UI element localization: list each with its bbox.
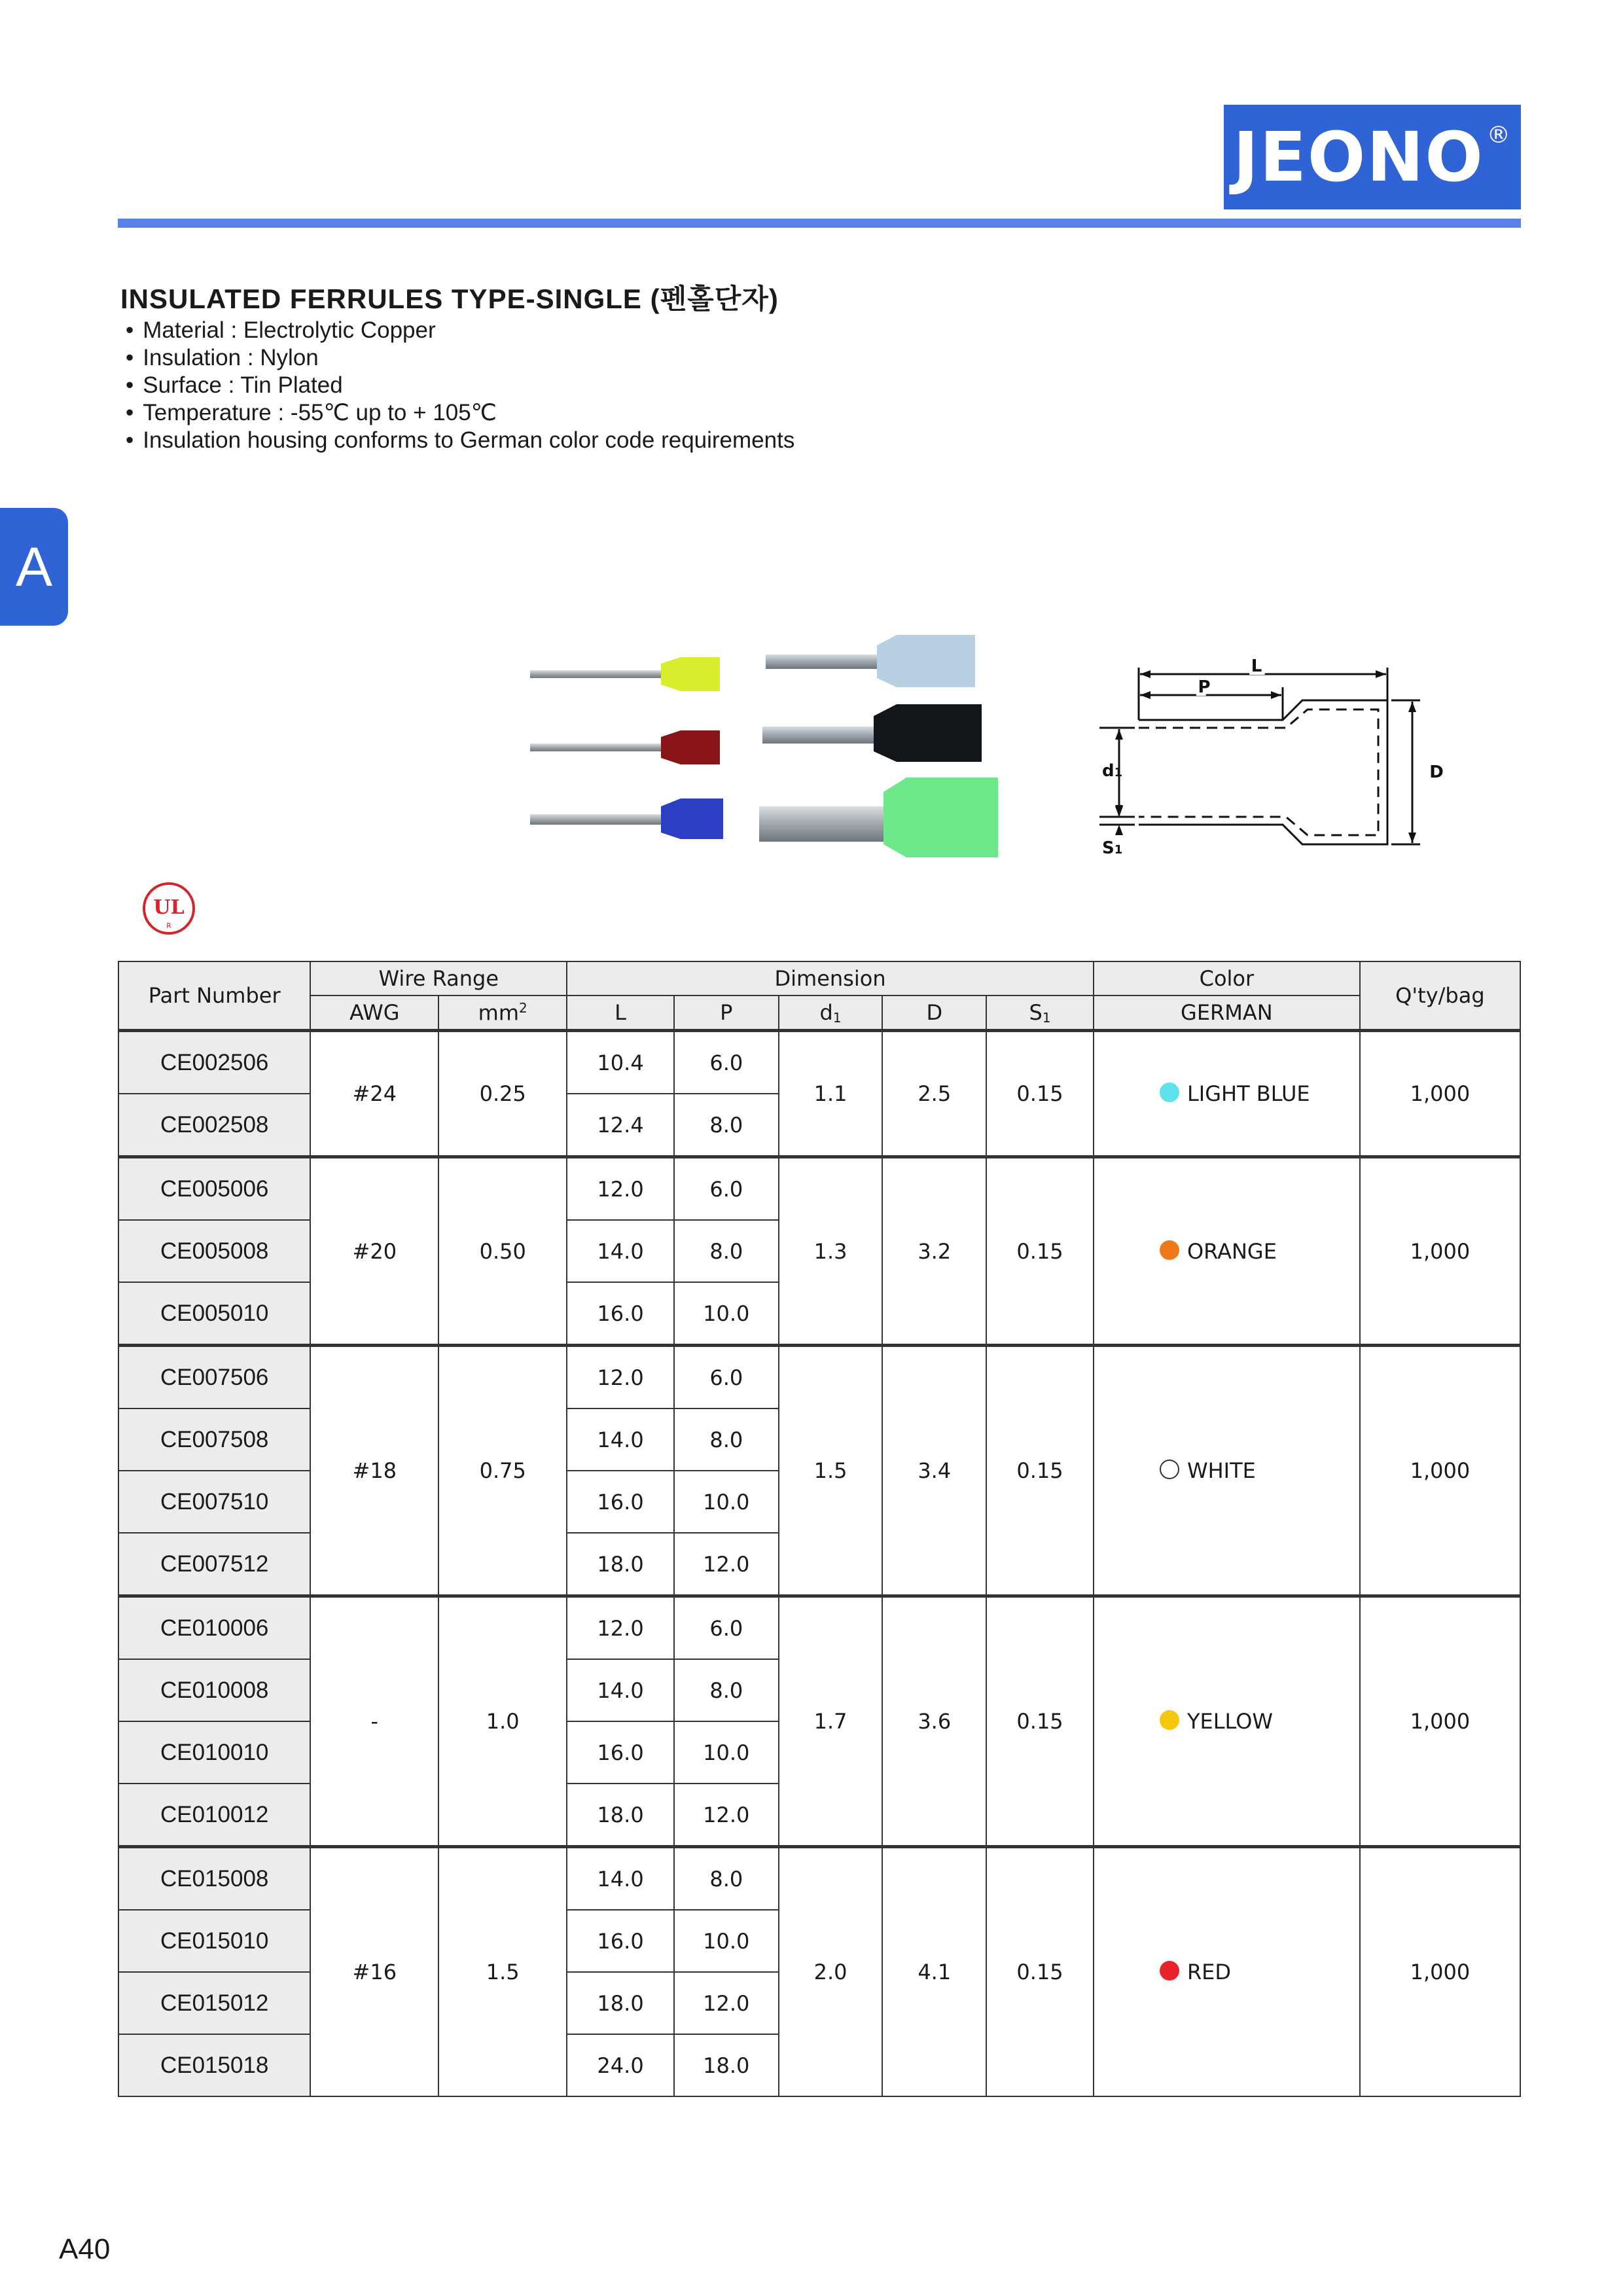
- S1-cell: 0.15: [986, 1346, 1094, 1596]
- length-L-cell: 14.0: [567, 1408, 674, 1471]
- length-P-cell: 6.0: [674, 1596, 779, 1660]
- header-color: Color: [1094, 961, 1360, 996]
- part-number-cell: CE010012: [118, 1784, 310, 1847]
- D-cell: 3.6: [882, 1596, 986, 1847]
- part-number-cell: CE007508: [118, 1408, 310, 1471]
- qty-cell: 1,000: [1360, 1596, 1520, 1847]
- brand-logo: [1224, 105, 1521, 209]
- ferrule-tube: [530, 744, 661, 751]
- header-P: P: [674, 996, 779, 1031]
- mm2-cell: 0.75: [438, 1346, 567, 1596]
- awg-cell: #20: [310, 1157, 438, 1346]
- part-number-cell: CE010010: [118, 1721, 310, 1784]
- D-cell: 2.5: [882, 1031, 986, 1157]
- table-group: [118, 1031, 1520, 1157]
- color-swatch-icon: [1160, 1460, 1179, 1479]
- spec-table: [118, 961, 1521, 2097]
- table-header: [118, 961, 1520, 1031]
- ferrule-tube: [766, 655, 877, 669]
- product-photo: [524, 622, 1021, 897]
- spec-item: • Insulation housing conforms to German color code requirements: [126, 427, 794, 454]
- d1-cell: 1.1: [779, 1031, 883, 1157]
- length-P-cell: 6.0: [674, 1031, 779, 1094]
- awg-cell: #24: [310, 1031, 438, 1157]
- S1-cell: 0.15: [986, 1157, 1094, 1346]
- ferrule-tube: [759, 806, 883, 842]
- length-P-cell: 8.0: [674, 1094, 779, 1157]
- label-d: d: [1102, 761, 1115, 781]
- length-P-cell: 6.0: [674, 1346, 779, 1409]
- section-tab[interactable]: A: [0, 508, 68, 626]
- length-L-cell: 14.0: [567, 1847, 674, 1910]
- ul-mark-text: UL: [153, 896, 185, 919]
- part-number-cell: CE015018: [118, 2034, 310, 2096]
- table-row: [118, 1596, 1520, 1660]
- color-swatch-icon: [1160, 1240, 1179, 1260]
- header-awg: AWG: [310, 996, 438, 1031]
- part-number-cell: CE015012: [118, 1972, 310, 2034]
- part-number-cell: CE010006: [118, 1596, 310, 1660]
- length-P-cell: 8.0: [674, 1408, 779, 1471]
- ferrule-outline: [1139, 700, 1387, 844]
- table-row: [118, 1157, 1520, 1221]
- color-label: YELLOW: [1186, 1709, 1274, 1734]
- part-number-cell: CE005006: [118, 1157, 310, 1221]
- ferrule-collar-blue: [661, 798, 723, 839]
- registered-mark: ®: [1486, 121, 1512, 149]
- header-d1: d1: [779, 996, 883, 1031]
- ferrule-tube: [530, 670, 661, 678]
- length-L-cell: 12.0: [567, 1596, 674, 1660]
- svg-text:S1: [1102, 838, 1122, 858]
- ferrule-collar-black: [874, 704, 982, 762]
- part-number-cell: CE005010: [118, 1282, 310, 1346]
- spec-item: • Temperature : -55℃ up to + 105℃: [126, 399, 794, 427]
- label-d-sub: 1: [1114, 766, 1123, 780]
- qty-cell: 1,000: [1360, 1847, 1520, 2097]
- length-P-cell: 6.0: [674, 1157, 779, 1221]
- length-P-cell: 12.0: [674, 1784, 779, 1847]
- table-group: [118, 1847, 1520, 2097]
- color-cell: [1094, 1031, 1360, 1157]
- table-row: [118, 1031, 1520, 1094]
- brand-name: JEONO: [1233, 117, 1484, 197]
- length-L-cell: 14.0: [567, 1220, 674, 1282]
- color-label: LIGHT BLUE: [1186, 1081, 1310, 1106]
- color-swatch-icon: [1160, 1961, 1179, 1981]
- page-number: A40: [59, 2233, 111, 2265]
- qty-cell: 1,000: [1360, 1031, 1520, 1157]
- length-L-cell: 16.0: [567, 1910, 674, 1972]
- D-cell: 3.4: [882, 1346, 986, 1596]
- color-swatch-icon: [1160, 1710, 1179, 1730]
- part-number-cell: CE015008: [118, 1847, 310, 1910]
- awg-cell: -: [310, 1596, 438, 1847]
- length-P-cell: 12.0: [674, 1972, 779, 2034]
- ferrule-collar-lightblue: [877, 635, 975, 687]
- header-wire-range: Wire Range: [310, 961, 567, 996]
- length-L-cell: 12.0: [567, 1157, 674, 1221]
- S1-cell: 0.15: [986, 1847, 1094, 2097]
- header-rule: [118, 219, 1521, 228]
- mm2-cell: 1.0: [438, 1596, 567, 1847]
- color-label: WHITE: [1186, 1458, 1256, 1483]
- d1-cell: 1.5: [779, 1346, 883, 1596]
- header-mm2: $mm^2$: [438, 996, 567, 1031]
- d1-cell: 1.3: [779, 1157, 883, 1346]
- length-P-cell: 8.0: [674, 1847, 779, 1910]
- D-cell: 4.1: [882, 1847, 986, 2097]
- length-L-cell: 18.0: [567, 1972, 674, 2034]
- header-qty: Q'ty/bag: [1360, 961, 1520, 1031]
- color-label: ORANGE: [1186, 1238, 1277, 1264]
- table-row: [118, 1346, 1520, 1409]
- spec-item: • Insulation : Nylon: [126, 344, 794, 372]
- awg-cell: #18: [310, 1346, 438, 1596]
- length-P-cell: 10.0: [674, 1910, 779, 1972]
- color-label: RED: [1186, 1960, 1232, 1984]
- table-group: [118, 1157, 1520, 1346]
- qty-cell: 1,000: [1360, 1157, 1520, 1346]
- part-number-cell: CE005008: [118, 1220, 310, 1282]
- part-number-cell: CE002506: [118, 1031, 310, 1094]
- length-P-cell: 8.0: [674, 1659, 779, 1721]
- length-L-cell: 10.4: [567, 1031, 674, 1094]
- length-P-cell: 10.0: [674, 1471, 779, 1533]
- table-group: [118, 1346, 1520, 1596]
- d1-cell: 2.0: [779, 1847, 883, 2097]
- length-P-cell: 8.0: [674, 1220, 779, 1282]
- header-dimension: Dimension: [567, 961, 1094, 996]
- label-D: D: [1429, 762, 1444, 782]
- header-german: GERMAN: [1094, 996, 1360, 1031]
- color-cell: [1094, 1346, 1360, 1596]
- header-L: L: [567, 996, 674, 1031]
- length-P-cell: 18.0: [674, 2034, 779, 2096]
- part-number-cell: CE007512: [118, 1533, 310, 1596]
- header-D: D: [882, 996, 986, 1031]
- color-cell: [1094, 1596, 1360, 1847]
- ferrule-inner: [1139, 709, 1378, 835]
- mm2-cell: 1.5: [438, 1847, 567, 2097]
- table-group: [118, 1596, 1520, 1847]
- D-cell: 3.2: [882, 1157, 986, 1346]
- part-number-cell: CE007510: [118, 1471, 310, 1533]
- length-P-cell: 10.0: [674, 1721, 779, 1784]
- label-P: P: [1198, 677, 1211, 697]
- length-L-cell: 16.0: [567, 1282, 674, 1346]
- ul-registered: R: [166, 922, 171, 930]
- page-title: INSULATED FERRULES TYPE-SINGLE (펜홀단자): [120, 283, 779, 314]
- length-P-cell: 10.0: [674, 1282, 779, 1346]
- label-L: L: [1251, 656, 1262, 676]
- awg-cell: #16: [310, 1847, 438, 2097]
- spec-list: [126, 317, 794, 454]
- mm2-cell: 0.25: [438, 1031, 567, 1157]
- mm2-cell: 0.50: [438, 1157, 567, 1346]
- color-swatch-icon: [1160, 1083, 1179, 1102]
- ferrule-tube: [530, 814, 661, 825]
- label-S-sub: 1: [1114, 843, 1123, 857]
- length-L-cell: 18.0: [567, 1784, 674, 1847]
- length-L-cell: 18.0: [567, 1533, 674, 1596]
- color-cell: [1094, 1847, 1360, 2097]
- qty-cell: 1,000: [1360, 1346, 1520, 1596]
- part-number-cell: CE002508: [118, 1094, 310, 1157]
- part-number-cell: CE015010: [118, 1910, 310, 1972]
- header-part-number: Part Number: [118, 961, 310, 1031]
- length-L-cell: 24.0: [567, 2034, 674, 2096]
- length-L-cell: 16.0: [567, 1721, 674, 1784]
- color-cell: [1094, 1157, 1360, 1346]
- S1-cell: 0.15: [986, 1596, 1094, 1847]
- d1-cell: 1.7: [779, 1596, 883, 1847]
- length-L-cell: 16.0: [567, 1471, 674, 1533]
- part-number-cell: CE010008: [118, 1659, 310, 1721]
- length-L-cell: 12.4: [567, 1094, 674, 1157]
- ferrule-collar-green: [883, 778, 998, 857]
- header-S1: S1: [986, 996, 1094, 1031]
- label-S: S: [1102, 838, 1115, 858]
- length-L-cell: 14.0: [567, 1659, 674, 1721]
- ferrule-collar-yellow: [661, 657, 720, 691]
- table-row: [118, 1847, 1520, 1910]
- ul-certification-icon: [141, 881, 196, 936]
- length-L-cell: 12.0: [567, 1346, 674, 1409]
- ferrule-collar-red: [661, 730, 720, 764]
- spec-item: • Surface : Tin Plated: [126, 372, 794, 399]
- dimension-drawing: [1099, 655, 1466, 864]
- S1-cell: 0.15: [986, 1031, 1094, 1157]
- ferrule-tube: [762, 726, 874, 744]
- length-P-cell: 12.0: [674, 1533, 779, 1596]
- spec-item: • Material : Electrolytic Copper: [126, 317, 794, 344]
- part-number-cell: CE007506: [118, 1346, 310, 1409]
